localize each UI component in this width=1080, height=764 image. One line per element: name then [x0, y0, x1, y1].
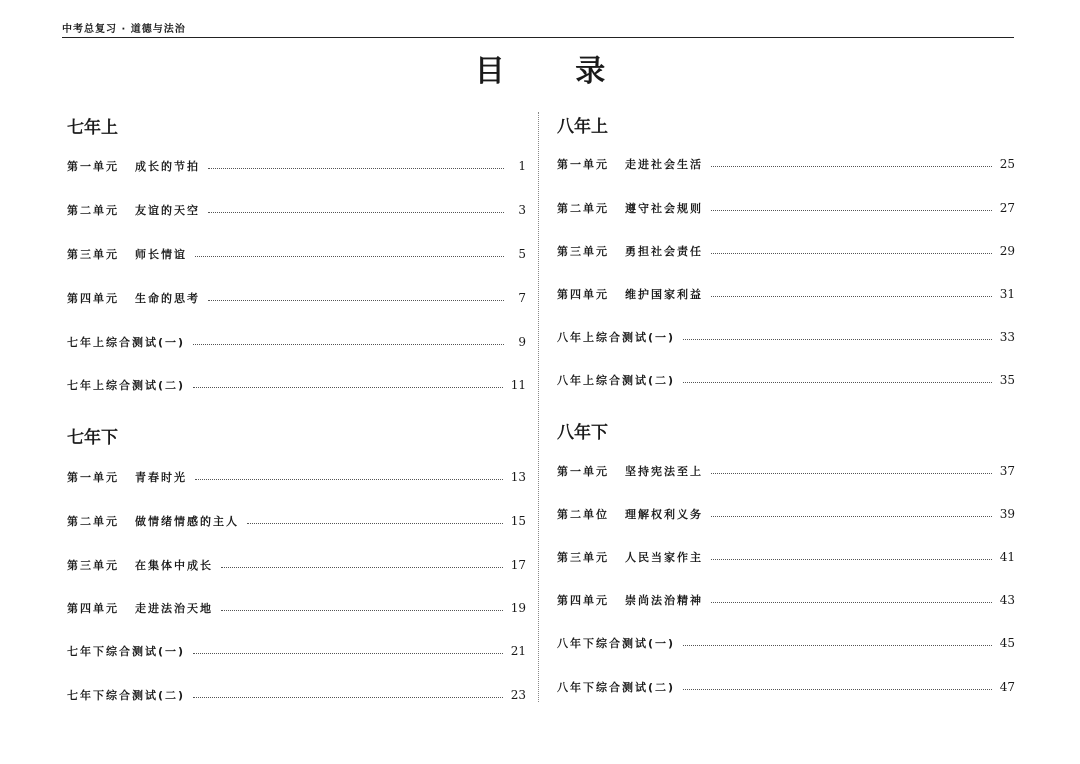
dot-leader	[711, 559, 992, 560]
entry-page: 25	[999, 157, 1015, 171]
entry-page: 33	[999, 330, 1015, 344]
entry-name: 走进社会生活	[625, 158, 703, 171]
dot-leader	[247, 523, 503, 524]
entry-unit: 第四单元	[67, 292, 119, 305]
entry-unit: 七年下综合测试(二)	[67, 689, 186, 702]
toc-entry[interactable]	[67, 467, 526, 487]
dot-leader	[711, 473, 992, 474]
dot-leader	[193, 653, 503, 654]
entry-page: 15	[510, 514, 526, 528]
entry-page: 5	[518, 247, 526, 261]
entry-page: 7	[518, 291, 526, 305]
toc-entry[interactable]	[557, 241, 1015, 261]
entry-unit: 第三单元	[557, 245, 609, 258]
section-title: 七年上	[67, 118, 118, 138]
header-rule	[62, 37, 1014, 38]
dot-leader	[711, 296, 992, 297]
toc-entry[interactable]	[557, 198, 1015, 218]
toc-entry[interactable]	[67, 641, 526, 661]
entry-unit: 七年下综合测试(一)	[67, 645, 186, 658]
entry-unit: 七年上综合测试(一)	[67, 336, 186, 349]
entry-unit: 第二单元	[67, 204, 119, 217]
entry-unit: 第一单元	[557, 158, 609, 171]
entry-unit: 第三单元	[67, 559, 119, 572]
dot-leader	[711, 516, 992, 517]
section-title: 八年下	[557, 423, 608, 443]
toc-entry[interactable]	[67, 332, 526, 352]
entry-page: 23	[510, 688, 526, 702]
toc-entry[interactable]	[67, 244, 526, 264]
dot-leader	[193, 697, 503, 698]
entry-unit: 八年下综合测试(二)	[557, 681, 676, 694]
dot-leader	[711, 210, 992, 211]
entry-unit: 八年上综合测试(二)	[557, 374, 676, 387]
toc-entry[interactable]	[67, 156, 526, 176]
section-title: 八年上	[557, 117, 608, 137]
entry-unit: 八年上综合测试(一)	[557, 331, 676, 344]
entry-page: 13	[510, 470, 526, 484]
dot-leader	[195, 256, 504, 257]
column-divider	[538, 112, 539, 702]
dot-leader	[683, 339, 992, 340]
entry-name: 成长的节拍	[135, 160, 200, 173]
entry-page: 3	[518, 203, 526, 217]
entry-name: 走进法治天地	[135, 602, 213, 615]
entry-unit: 第四单元	[557, 288, 609, 301]
dot-leader	[683, 689, 992, 690]
toc-entry[interactable]	[557, 370, 1015, 390]
page-title: 目 录	[474, 54, 636, 89]
entry-page: 21	[510, 644, 526, 658]
entry-page: 19	[510, 601, 526, 615]
entry-name: 维护国家利益	[625, 288, 703, 301]
toc-entry[interactable]	[557, 154, 1015, 174]
toc-entry[interactable]	[557, 633, 1015, 653]
entry-page: 35	[999, 373, 1015, 387]
toc-entry[interactable]	[557, 677, 1015, 697]
running-header: 中考总复习 · 道德与法治	[62, 24, 186, 35]
entry-name: 勇担社会责任	[625, 245, 703, 258]
toc-entry[interactable]	[67, 685, 526, 705]
dot-leader	[711, 166, 992, 167]
entry-name: 做情绪情感的主人	[135, 515, 239, 528]
entry-name: 理解权利义务	[625, 508, 703, 521]
toc-entry[interactable]	[67, 375, 526, 395]
entry-name: 生命的思考	[135, 292, 200, 305]
dot-leader	[208, 168, 504, 169]
entry-unit: 第三单元	[557, 551, 609, 564]
entry-unit: 第一单元	[557, 465, 609, 478]
dot-leader	[221, 567, 503, 568]
entry-unit: 第一单元	[67, 471, 119, 484]
entry-page: 43	[999, 593, 1015, 607]
entry-page: 11	[510, 378, 526, 392]
entry-name: 遵守社会规则	[625, 202, 703, 215]
entry-name: 友谊的天空	[135, 204, 200, 217]
dot-leader	[683, 645, 992, 646]
entry-name: 青春时光	[135, 471, 187, 484]
entry-name: 人民当家作主	[625, 551, 703, 564]
toc-entry[interactable]	[557, 504, 1015, 524]
entry-page: 41	[999, 550, 1015, 564]
section-title: 七年下	[67, 428, 118, 448]
dot-leader	[208, 212, 504, 213]
dot-leader	[193, 387, 503, 388]
entry-unit: 第四单元	[67, 602, 119, 615]
entry-unit: 第三单元	[67, 248, 119, 261]
toc-entry[interactable]	[67, 200, 526, 220]
entry-page: 17	[510, 558, 526, 572]
entry-name: 师长情谊	[135, 248, 187, 261]
entry-name: 在集体中成长	[135, 559, 213, 572]
dot-leader	[711, 602, 992, 603]
toc-entry[interactable]	[557, 461, 1015, 481]
dot-leader	[193, 344, 504, 345]
entry-unit: 第二单元	[67, 515, 119, 528]
toc-entry[interactable]	[557, 284, 1015, 304]
toc-entry[interactable]	[67, 288, 526, 308]
entry-page: 39	[999, 507, 1015, 521]
toc-entry[interactable]	[557, 590, 1015, 610]
toc-entry[interactable]	[557, 327, 1015, 347]
dot-leader	[711, 253, 992, 254]
entry-unit: 七年上综合测试(二)	[67, 379, 186, 392]
dot-leader	[208, 300, 504, 301]
dot-leader	[683, 382, 992, 383]
entry-unit: 第四单元	[557, 594, 609, 607]
entry-page: 27	[999, 201, 1015, 215]
entry-unit: 八年下综合测试(一)	[557, 637, 676, 650]
entry-page: 45	[999, 636, 1015, 650]
entry-page: 29	[999, 244, 1015, 258]
entry-name: 崇尚法治精神	[625, 594, 703, 607]
entry-page: 1	[518, 159, 526, 173]
toc-entry[interactable]	[67, 511, 526, 531]
entry-name: 坚持宪法至上	[625, 465, 703, 478]
entry-unit: 第一单元	[67, 160, 119, 173]
toc-entry[interactable]	[67, 555, 526, 575]
dot-leader	[195, 479, 503, 480]
entry-page: 9	[518, 335, 526, 349]
entry-page: 47	[999, 680, 1015, 694]
entry-page: 37	[999, 464, 1015, 478]
entry-unit: 第二单位	[557, 508, 609, 521]
toc-entry[interactable]	[557, 547, 1015, 567]
dot-leader	[221, 610, 503, 611]
toc-entry[interactable]	[67, 598, 526, 618]
entry-unit: 第二单元	[557, 202, 609, 215]
entry-page: 31	[999, 287, 1015, 301]
